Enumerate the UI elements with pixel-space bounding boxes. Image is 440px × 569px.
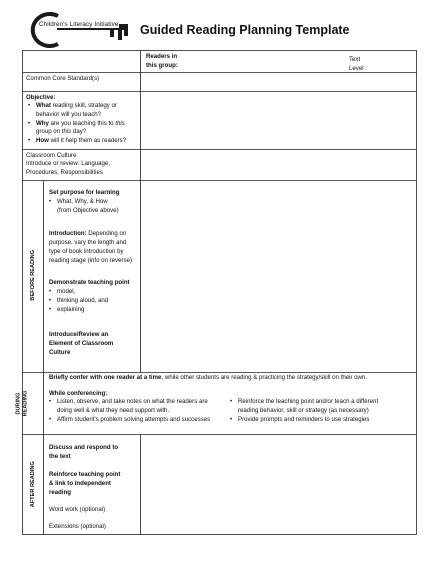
purpose-sub: (from Objective above) [57,207,119,214]
text-level-label-line1: Text [349,56,361,63]
introduction-line4: reading stage (info on reverse) [49,257,132,264]
review-line2: Element of Classroom [49,340,114,347]
demo-bullet-explaining: • explaining [49,306,84,314]
text-level-label-line2: Level : [349,65,367,72]
discuss-line2: the text [49,453,71,460]
reinforce-line3: reading [49,489,72,496]
review-line3: Culture [49,349,71,356]
readers-label-line2: this group: [146,62,178,69]
conf-left-bullet1: • Listen, observe, and take notes on what the readers are [49,398,208,406]
conf-left-bullet2: • Affirm student's problem solving attempts and successes [49,416,210,424]
word-work-label: Word work (optional) [49,506,106,513]
reinforce-line2: & link to independent [49,480,111,487]
demo-bullet-thinking: • thinking aloud, and [49,297,108,305]
objective-what-line: • What reading skill, strategy or [28,102,117,110]
conf-left-cont: doing well & what they need support with. [57,407,170,414]
demo-heading: Demonstrate teaching point [49,279,130,286]
after-reading-side-label: AFTER READING [29,461,36,508]
conf-right-cont: reading behavior, skill or strategy (as necessary) [238,407,369,414]
introduction-line: Introduction: Depending on [49,230,127,237]
conferencing-heading: While conferencing: [49,390,108,397]
objective-heading: Objective: [26,94,56,101]
standards-label: Common Core Standard(s) [26,75,100,82]
objective-why-line: • Why are you teaching this to this [28,120,125,128]
extensions-label: Extensions (optional) [49,523,106,530]
discuss-line1: Discuss and respond to [49,444,119,451]
during-reading-side-label: DURING READING [15,390,28,417]
culture-line2: Procedures, Responsibilities [26,169,103,176]
objective-how-line: • How will it help them as readers? [28,137,126,145]
review-line1: Introduce/Review an [49,331,109,338]
conf-right-bullet1: • Reinforce the teaching point and/or teach a different [230,398,378,406]
introduction-line2: purpose, vary the length and [49,239,127,246]
during-intro-line: Briefly confer with one reader at a time, while other students are reading & practicing the strategy/skill on their own. [49,374,368,381]
reinforce-line1: Reinforce teaching point [49,471,121,478]
purpose-heading: Set purpose for learning [49,189,120,196]
introduction-line3: type of book introduction by [49,248,124,255]
readers-label-line1: Readers in [146,53,178,60]
culture-heading: Classroom Culture [26,152,77,159]
before-reading-side-label: BEFORE READING [29,249,36,301]
logo-text: Children's Literacy Initiative [39,21,119,28]
objective-why-cont: group on this day? [36,128,87,135]
culture-line1: Introduce or review: Language, [26,160,111,167]
conf-right-bullet2: • Provide prompts and reminders to use strategies [230,416,369,424]
page-title: Guided Reading Planning Template [140,23,350,37]
demo-bullet-model: • model, [49,288,75,296]
purpose-bullet: • What, Why, & How [49,198,108,206]
objective-what-cont: behavior will you teach? [36,111,102,118]
